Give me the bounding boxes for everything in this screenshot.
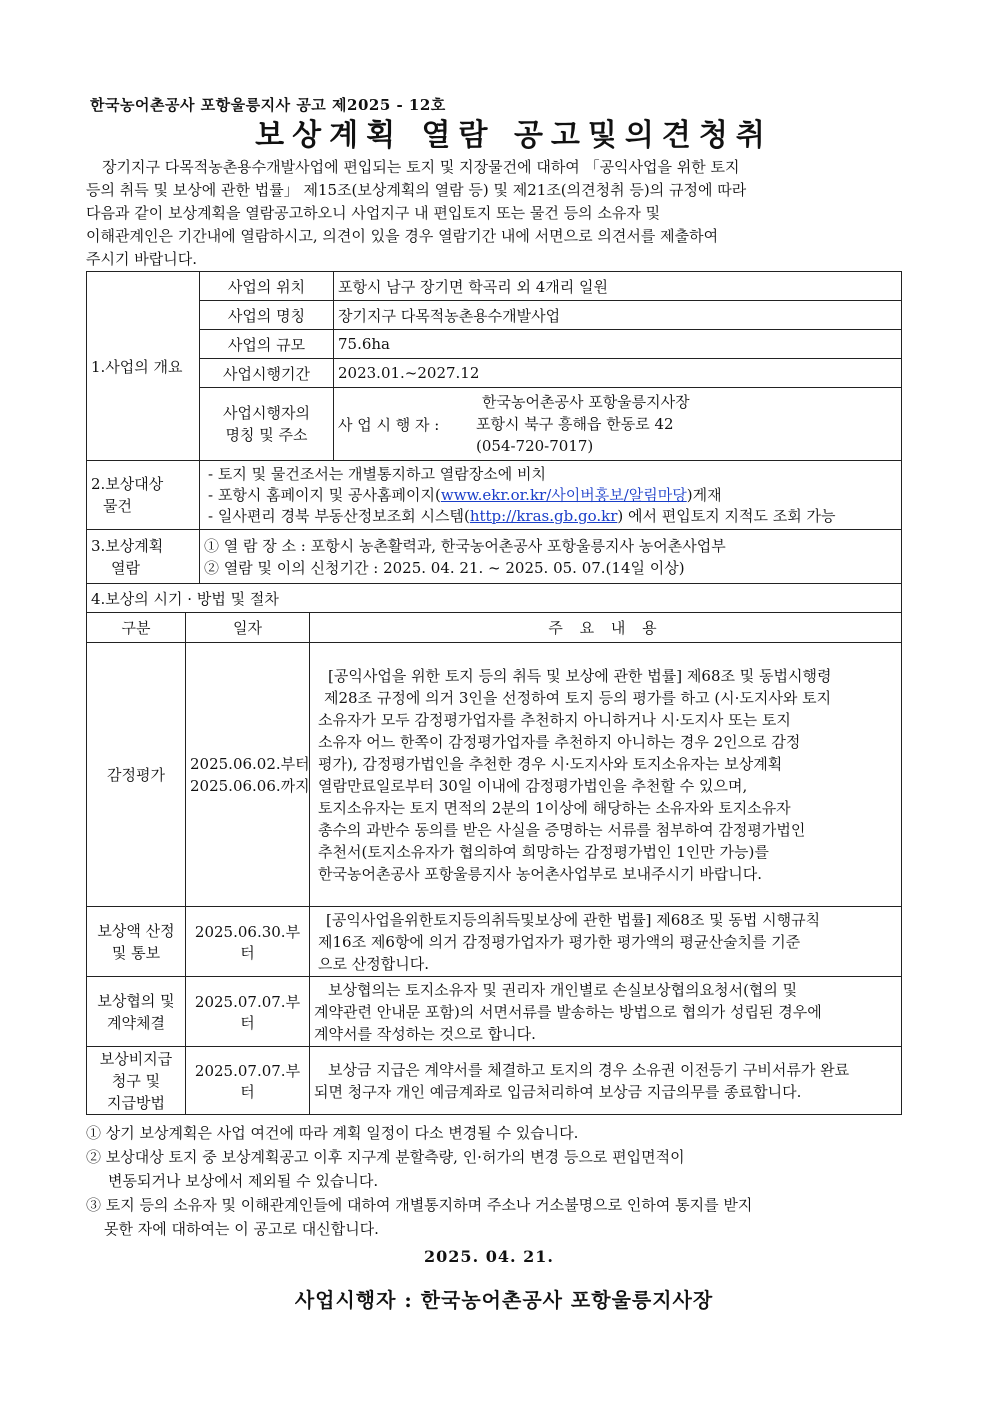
table-row [87,907,902,977]
operator-address: 포항시 북구 흥해읍 한동로 42 [476,415,674,433]
note-item: ③ 토지 등의 소유자 및 이해관계인들에 대하여 개별통지하며 주소나 거소불명으로 인하여 통지를 받지 [86,1196,753,1214]
operator-name: 한국농어촌공사 포항울릉지사장 [482,393,690,411]
row-category: 보상협의 및 계약체결 [87,977,186,1047]
section4-label: 4.보상의 시기 · 방법 및 절차 [87,584,902,613]
compensation-target-table [86,460,902,613]
notes [86,1121,902,1241]
intro-line: 장기지구 다목적농촌용수개발사업에 편입되는 토지 및 지장물건에 대하여 「공익사업을 위한 토지 [102,158,740,176]
row-category: 보상비지급 청구 및 지급방법 [87,1047,186,1115]
project-overview-table [86,271,902,461]
kras-link[interactable]: http://kras.gb.go.kr [469,506,618,525]
row-date: 2025.07.07.부터 [186,1047,310,1115]
operator-phone: (054-720-7017) [476,437,594,455]
notice-page [86,92,902,1313]
intro-paragraph [86,156,902,271]
intro-line: 이해관계인은 기간내에 열람하시고, 의견이 있을 경우 열람기간 내에 서면으로 의견서를 제출하여 [86,227,719,245]
overview-value: 2023.01.~2027.12 [334,359,902,388]
intro-line: 다음과 같이 보상계획을 열람공고하오니 사업지구 내 편입토지 또는 물건 등의 소유자 및 [86,204,661,222]
table-row [87,643,902,907]
row-date: 2025.06.02.부터 2025.06.06.까지 [186,643,310,907]
note-item-continued: 못한 자에 대하여는 이 공고로 대신합니다. [104,1220,379,1238]
note-item: ① 상기 보상계획은 사업 여건에 따라 계획 일정이 다소 변경될 수 있습니다. [86,1124,579,1142]
row-content: [공익사업을 위한 토지 등의 취득 및 보상에 관한 법률] 제68조 및 동법시행령 제28조 규정에 의거 3인을 선정하여 토지 등의 평가를 하고 (시·도지사와 토지 소유자가 모두 감정평가업자를 추천하지 아니하거나 시·도지사 또는 토지 소유자 어느 한쪽이 감정평가업자를 추천하지 아니하는 경우 2인으로 감정 평가), 감정평가법인을 추천한 경우 시·도지사와 토지소유자는 보상계획 열람만료일로부터 30일 이내에 감정평가법인을 추천할 수 있으며, 토지소유자는 토지 면적의 2분의 1이상에 해당하는 소유자와 토지소유자 총수의 과반수 동의를 받은 사실을 증명하는 서류를 첨부하여 감정평가법인 추천서(토지소유자가 협의하여 희망하는 감정평가법인 1인만 가능)를 한국농어촌공사 포항울릉지사 농어촌사업부로 보내주시기 바랍니다. [310,643,902,907]
section3-content [200,530,902,584]
signer: 사업시행자 : 한국농어촌공사 포항울릉지사장 [294,1288,714,1312]
row-date: 2025.07.07.부터 [186,977,310,1047]
note-item: ② 보상대상 토지 중 보상계획공고 이후 지구계 분할측량, 인·허가의 변경 등으로 편입면적이 [86,1148,685,1166]
target-line: - 일사편리 경북 부동산정보조회 시스템(http://kras.gb.go.kr) 에서 편입토지 지적도 조회 가능 [208,506,836,525]
target-line: - 토지 및 물건조서는 개별통지하고 열람장소에 비치 [208,464,546,483]
table-row [87,1047,902,1115]
operator-label: 사 업 시 행 자 : [338,415,440,434]
row-category: 감정평가 [87,643,186,907]
intro-line: 등의 취득 및 보상에 관한 법률」 제15조(보상계획의 열람 등) 및 제21조(의견청취 등)의 규정에 따라 [86,181,747,199]
section2-label: 2.보상대상 물건 [87,461,200,530]
target-line: - 포항시 홈페이지 및 공사홈페이지(www.ekr.or.kr/사이버홍보/알림마당)게재 [208,485,722,504]
overview-value: 포항시 남구 장기면 학곡리 외 4개리 일원 [334,272,902,301]
overview-value: 75.6ha [334,330,902,359]
col-header-date: 일자 [186,613,310,643]
overview-key: 사업의 명칭 [200,301,334,330]
table-row [87,977,902,1047]
row-content: 보상협의는 토지소유자 및 권리자 개인별로 손실보상협의요청서(협의 및 계약관련 안내문 포함)의 서면서류를 발송하는 방법으로 협의가 성립된 경우에 계약서를 작성하는 것으로 합니다. [310,977,902,1047]
row-date: 2025.06.30.부터 [186,907,310,977]
row-content: 보상금 지급은 계약서를 체결하고 토지의 경우 소유권 이전등기 구비서류가 완료 되면 청구자 개인 예금계좌로 입금처리하여 보상금 지급의무를 종료합니다. [310,1047,902,1115]
notice-date: 2025. 04. 21. [424,1247,554,1266]
section1-label: 1.사업의 개요 [87,272,200,461]
overview-value: 장기지구 다목적농촌용수개발사업 [334,301,902,330]
row-category: 보상액 산정 및 통보 [87,907,186,977]
section3-label: 3.보상계획 열람 [87,530,200,584]
inspection-period: ② 열람 및 이의 신청기간 : 2025. 04. 21. ~ 2025. 05. 07.(14일 이상) [204,558,685,577]
note-item-continued: 변동되거나 보상에서 제외될 수 있습니다. [108,1172,379,1190]
row-content: [공익사업을위한토지등의취득및보상에 관한 법률] 제68조 및 동법 시행규칙 제16조 제6항에 의거 감정평가업자가 평가한 평가액의 평균산술치를 기준 으로 산정합니다. [310,907,902,977]
overview-key: 사업의 규모 [200,330,334,359]
section2-content [200,461,902,530]
notice-number: 한국농어촌공사 포항울릉지사 공고 제2025 - 12호 [90,96,446,114]
col-header-content: 주 요 내 용 [310,613,902,643]
col-header-category: 구분 [87,613,186,643]
page-title: 보상계획 열람 공고및의견청취 [255,118,773,153]
overview-key: 사업의 위치 [200,272,334,301]
intro-line: 주시기 바랍니다. [86,250,197,268]
operator-key: 사업시행자의 명칭 및 주소 [200,388,334,461]
overview-key: 사업시행기간 [200,359,334,388]
ekr-link[interactable]: www.ekr.or.kr/사이버홍보/알림마당 [440,485,687,504]
operator-value [334,388,902,461]
inspection-place: ① 열 람 장 소 : 포항시 농촌활력과, 한국농어촌공사 포항울릉지사 농어촌사업부 [204,536,726,555]
schedule-table [86,612,902,1115]
